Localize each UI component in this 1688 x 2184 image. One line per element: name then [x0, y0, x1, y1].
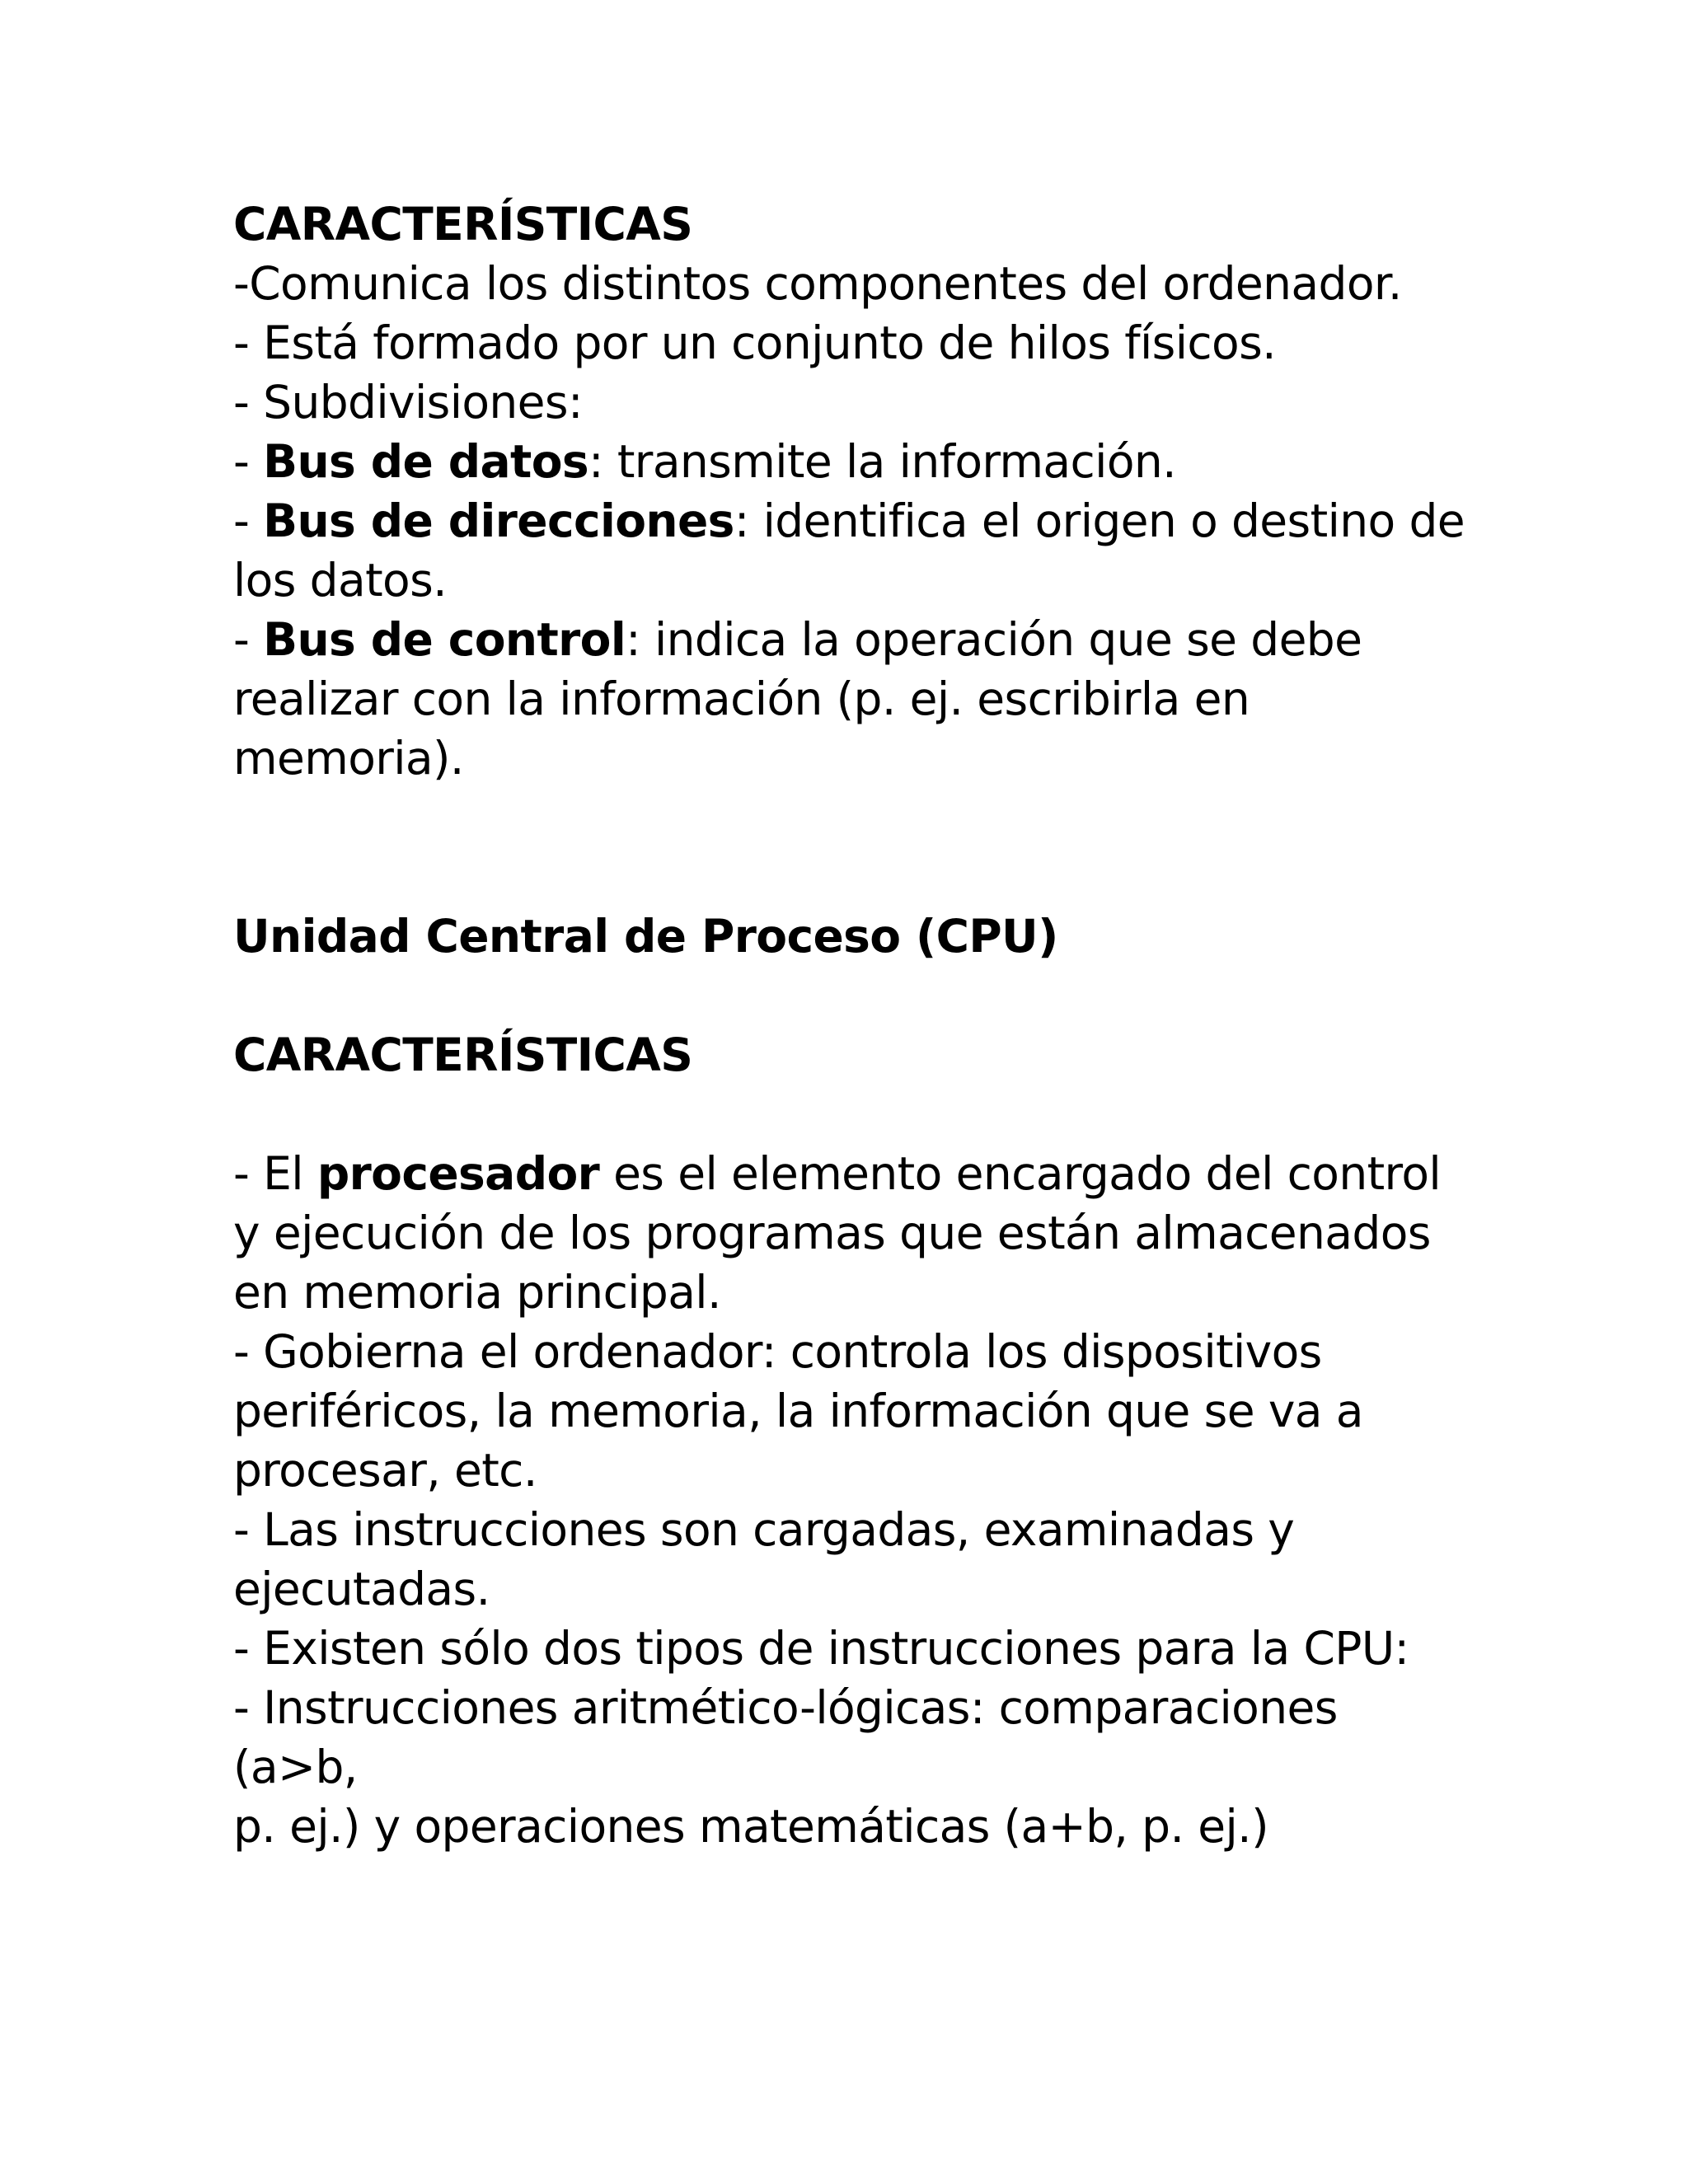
text-line: en memoria principal. [233, 1266, 721, 1319]
text-line: periféricos, la memoria, la información que se va a [233, 1385, 1363, 1437]
term-bus-datos: Bus de datos [263, 435, 589, 488]
text-line: - Las instrucciones son cargadas, examinadas y [233, 1503, 1295, 1556]
text-line: ejecutadas. [233, 1563, 490, 1615]
text-line: - Instrucciones aritmético-lógicas: comparaciones [233, 1681, 1338, 1734]
text-line: realizar con la información (p. ej. escribirla en [233, 673, 1250, 725]
procesador-item: - El procesador es el elemento encargado del control [233, 1147, 1442, 1200]
text-line: p. ej.) y operaciones matemáticas (a+b, p. ej.) [233, 1800, 1268, 1853]
text-line: -Comunica los distintos componentes del ordenador. [233, 257, 1402, 310]
term-bus-direcciones: Bus de direcciones [263, 494, 734, 547]
document-page [233, 194, 1519, 1856]
text-line: - Existen sólo dos tipos de instrucciones para la CPU: [233, 1622, 1409, 1675]
text-line: memoria). [233, 732, 464, 785]
bus-datos-item: - Bus de datos: transmite la información. [233, 435, 1177, 488]
text-line: - Gobierna el ordenador: controla los dispositivos [233, 1325, 1322, 1378]
text-line: procesar, etc. [233, 1444, 537, 1497]
text-line: y ejecución de los programas que están almacenados [233, 1207, 1431, 1259]
bus-direcciones-item: - Bus de direcciones: identifica el origen o destino de [233, 494, 1465, 547]
text-line: (a>b, [233, 1741, 358, 1793]
section-heading: CARACTERÍSTICAS [233, 1029, 693, 1081]
section-heading: CARACTERÍSTICAS [233, 198, 693, 251]
term-bus-control: Bus de control [263, 613, 626, 666]
text-line: los datos. [233, 554, 448, 607]
section-title: Unidad Central de Proceso (CPU) [233, 910, 1058, 963]
text-line: - Está formado por un conjunto de hilos físicos. [233, 316, 1277, 369]
text-line: - Subdivisiones: [233, 376, 583, 429]
bus-control-item: - Bus de control: indica la operación que se debe [233, 613, 1362, 666]
term-procesador: procesador [316, 1147, 600, 1200]
